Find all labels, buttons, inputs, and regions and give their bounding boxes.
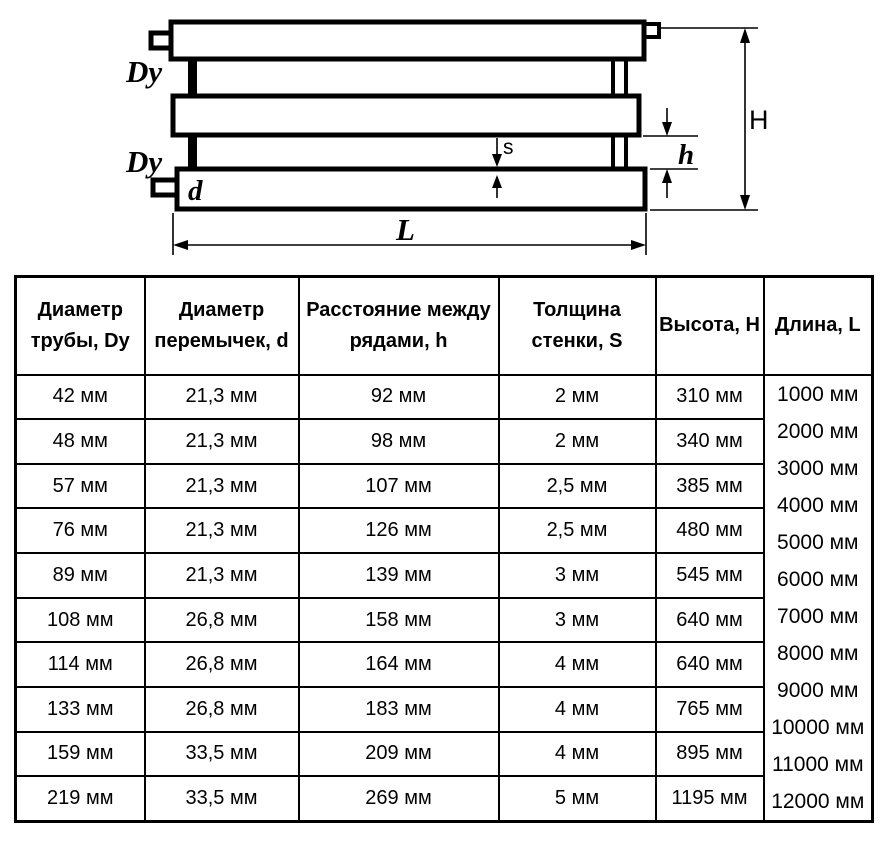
jumper-left-bottom <box>188 132 197 172</box>
label-h: h <box>678 139 695 171</box>
cell-dy: 219 мм <box>16 776 145 821</box>
cell-dy: 48 мм <box>16 419 145 464</box>
col-header-jumper-diameter: Диаметр перемычек, d <box>145 277 299 375</box>
cell-h: 139 мм <box>299 553 499 598</box>
spec-table <box>14 275 874 823</box>
jumper-right-top <box>613 55 626 99</box>
L-arrow-left <box>173 240 188 250</box>
H-arrow-up <box>740 28 750 43</box>
cell-h: 209 мм <box>299 732 499 777</box>
cell-d: 21,3 мм <box>145 508 299 553</box>
cell-H: 385 мм <box>656 464 764 509</box>
h-arrow-down <box>662 122 672 136</box>
cell-d: 21,3 мм <box>145 375 299 420</box>
cell-h: 183 мм <box>299 687 499 732</box>
length-option: 11000 мм <box>771 752 864 776</box>
table-row <box>16 553 873 598</box>
cell-d: 26,8 мм <box>145 687 299 732</box>
cell-H: 640 мм <box>656 642 764 687</box>
cell-s: 4 мм <box>499 732 656 777</box>
H-arrow-down <box>740 195 750 210</box>
col-header-pipe-diameter: Диаметр трубы, Dy <box>16 277 145 375</box>
label-dy-top: Dy <box>126 54 163 89</box>
cell-d: 33,5 мм <box>145 776 299 821</box>
spec-table-container <box>14 275 874 823</box>
cell-H: 895 мм <box>656 732 764 777</box>
length-option: 5000 мм <box>777 530 859 554</box>
cell-length-merged <box>764 375 873 822</box>
table-row <box>16 508 873 553</box>
cell-H: 310 мм <box>656 375 764 420</box>
label-s: s <box>503 136 514 159</box>
cell-h: 126 мм <box>299 508 499 553</box>
label-dy-bottom: Dy <box>126 144 163 179</box>
cell-d: 26,8 мм <box>145 598 299 643</box>
cell-dy: 159 мм <box>16 732 145 777</box>
cell-h: 269 мм <box>299 776 499 821</box>
table-row <box>16 598 873 643</box>
length-option: 12000 мм <box>771 789 865 813</box>
cell-h: 107 мм <box>299 464 499 509</box>
cell-s: 3 мм <box>499 598 656 643</box>
cell-d: 21,3 мм <box>145 419 299 464</box>
cell-s: 3 мм <box>499 553 656 598</box>
length-option: 8000 мм <box>777 641 859 665</box>
cell-h: 158 мм <box>299 598 499 643</box>
cell-H: 340 мм <box>656 419 764 464</box>
label-L: L <box>396 212 415 247</box>
cell-d: 26,8 мм <box>145 642 299 687</box>
jumper-left-top <box>188 55 197 99</box>
cell-dy: 76 мм <box>16 508 145 553</box>
pipe-bottom <box>177 169 645 209</box>
cell-H: 640 мм <box>656 598 764 643</box>
label-d: d <box>188 175 203 207</box>
length-option: 10000 мм <box>771 715 865 739</box>
length-option: 2000 мм <box>777 419 859 443</box>
cell-dy: 108 мм <box>16 598 145 643</box>
table-row <box>16 642 873 687</box>
cell-s: 4 мм <box>499 642 656 687</box>
cell-s: 2,5 мм <box>499 508 656 553</box>
cell-h: 164 мм <box>299 642 499 687</box>
register-diagram-svg <box>0 0 884 270</box>
table-row <box>16 419 873 464</box>
cell-s: 2 мм <box>499 375 656 420</box>
cell-s: 2 мм <box>499 419 656 464</box>
cell-H: 480 мм <box>656 508 764 553</box>
cell-h: 92 мм <box>299 375 499 420</box>
cell-dy: 42 мм <box>16 375 145 420</box>
table-row <box>16 375 873 420</box>
cell-dy: 133 мм <box>16 687 145 732</box>
cell-s: 5 мм <box>499 776 656 821</box>
col-header-wall-thickness: Толщина стенки, S <box>499 277 656 375</box>
cell-d: 21,3 мм <box>145 464 299 509</box>
cell-dy: 89 мм <box>16 553 145 598</box>
jumper-right-bottom <box>613 132 626 172</box>
s-arrow-down <box>492 154 502 167</box>
cell-d: 21,3 мм <box>145 553 299 598</box>
length-option: 4000 мм <box>777 493 859 517</box>
header-row <box>16 277 873 375</box>
pipe-top <box>171 22 644 59</box>
register-diagram <box>0 0 884 270</box>
length-option: 9000 мм <box>777 678 859 702</box>
table-row <box>16 776 873 821</box>
cell-H: 765 мм <box>656 687 764 732</box>
length-option: 1000 мм <box>777 382 859 406</box>
col-header-length: Длина, L <box>764 277 873 375</box>
cell-s: 4 мм <box>499 687 656 732</box>
table-row <box>16 464 873 509</box>
cell-h: 98 мм <box>299 419 499 464</box>
cell-d: 33,5 мм <box>145 732 299 777</box>
col-header-row-spacing: Расстояние между рядами, h <box>299 277 499 375</box>
cell-dy: 114 мм <box>16 642 145 687</box>
h-arrow-up <box>662 169 672 183</box>
label-H: H <box>749 105 769 135</box>
L-arrow-right <box>631 240 646 250</box>
table-row <box>16 732 873 777</box>
cell-dy: 57 мм <box>16 464 145 509</box>
pipe-middle <box>173 96 639 135</box>
length-option: 3000 мм <box>777 456 859 480</box>
col-header-height: Высота, H <box>656 277 764 375</box>
length-option: 6000 мм <box>777 567 859 591</box>
cell-s: 2,5 мм <box>499 464 656 509</box>
table-row <box>16 687 873 732</box>
length-option: 7000 мм <box>777 604 859 628</box>
cell-H: 545 мм <box>656 553 764 598</box>
cell-H: 1195 мм <box>656 776 764 821</box>
